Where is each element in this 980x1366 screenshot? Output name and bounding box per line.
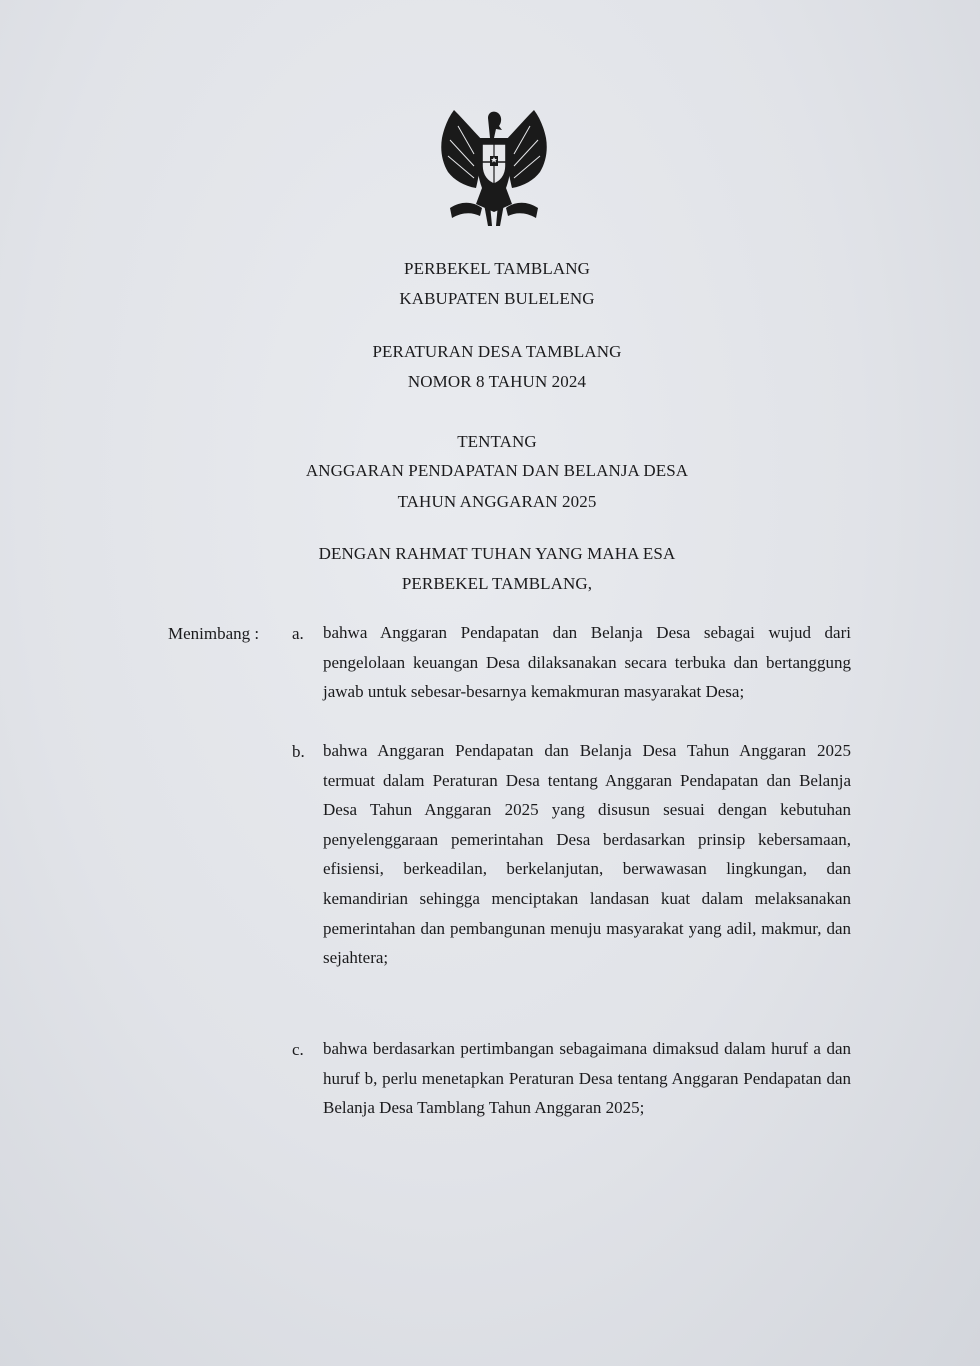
menimbang-item-a: bahwa Anggaran Pendapatan dan Belanja Desa sebagai wujud dari pengelolaan keuangan Desa dilaksanakan secara terbuka dan bertanggung jawab untuk sebesar-besarnya kemakmuran masyarakat Desa; bbox=[323, 623, 851, 702]
menimbang-item-c: bahwa berdasarkan pertimbangan sebagaimana dimaksud dalam huruf a dan huruf b, perlu menetapkan Peraturan Desa tentang Anggaran Pendapatan dan Belanja Desa Tamblang Tahun Anggaran 2025; bbox=[323, 1039, 851, 1118]
menimbang-label: Menimbang : bbox=[168, 624, 260, 643]
preamble-line-1: DENGAN RAHMAT TUHAN YANG MAHA ESA bbox=[318, 544, 676, 563]
subject-label: TENTANG bbox=[457, 432, 537, 451]
garuda-pancasila-emblem-icon bbox=[436, 104, 552, 230]
item-letter-b: b. bbox=[292, 742, 305, 761]
subject-line-1: ANGGARAN PENDAPATAN DAN BELANJA DESA bbox=[305, 461, 689, 480]
item-letter-c: c. bbox=[292, 1040, 304, 1059]
office-title: PERBEKEL TAMBLANG bbox=[404, 259, 590, 278]
preamble-line-2: PERBEKEL TAMBLANG, bbox=[401, 574, 593, 593]
subject-line-2: TAHUN ANGGARAN 2025 bbox=[397, 492, 597, 511]
regulation-number: NOMOR 8 TAHUN 2024 bbox=[407, 372, 587, 391]
menimbang-item-b: bahwa Anggaran Pendapatan dan Belanja Desa Tahun Anggaran 2025 termuat dalam Peraturan Desa tentang Anggaran Pendapatan dan Belanja Desa Tahun Anggaran 2025 yang disusun sesuai dengan kebutuhan penyelenggaraan pemerintahan Desa berdasarkan prinsip kebersamaan, efisiensi, berkeadilan, berkelanjutan, berwawasan lingkungan, dan kemandirian sehingga menciptakan landasan kuat dalam melaksanakan pemerintahan dan pembangunan menuju masyarakat yang adil, makmur, dan sejahtera; bbox=[323, 741, 851, 968]
item-letter-a: a. bbox=[292, 624, 304, 643]
regency-title: KABUPATEN BULELENG bbox=[399, 289, 595, 308]
regulation-title: PERATURAN DESA TAMBLANG bbox=[372, 342, 622, 361]
